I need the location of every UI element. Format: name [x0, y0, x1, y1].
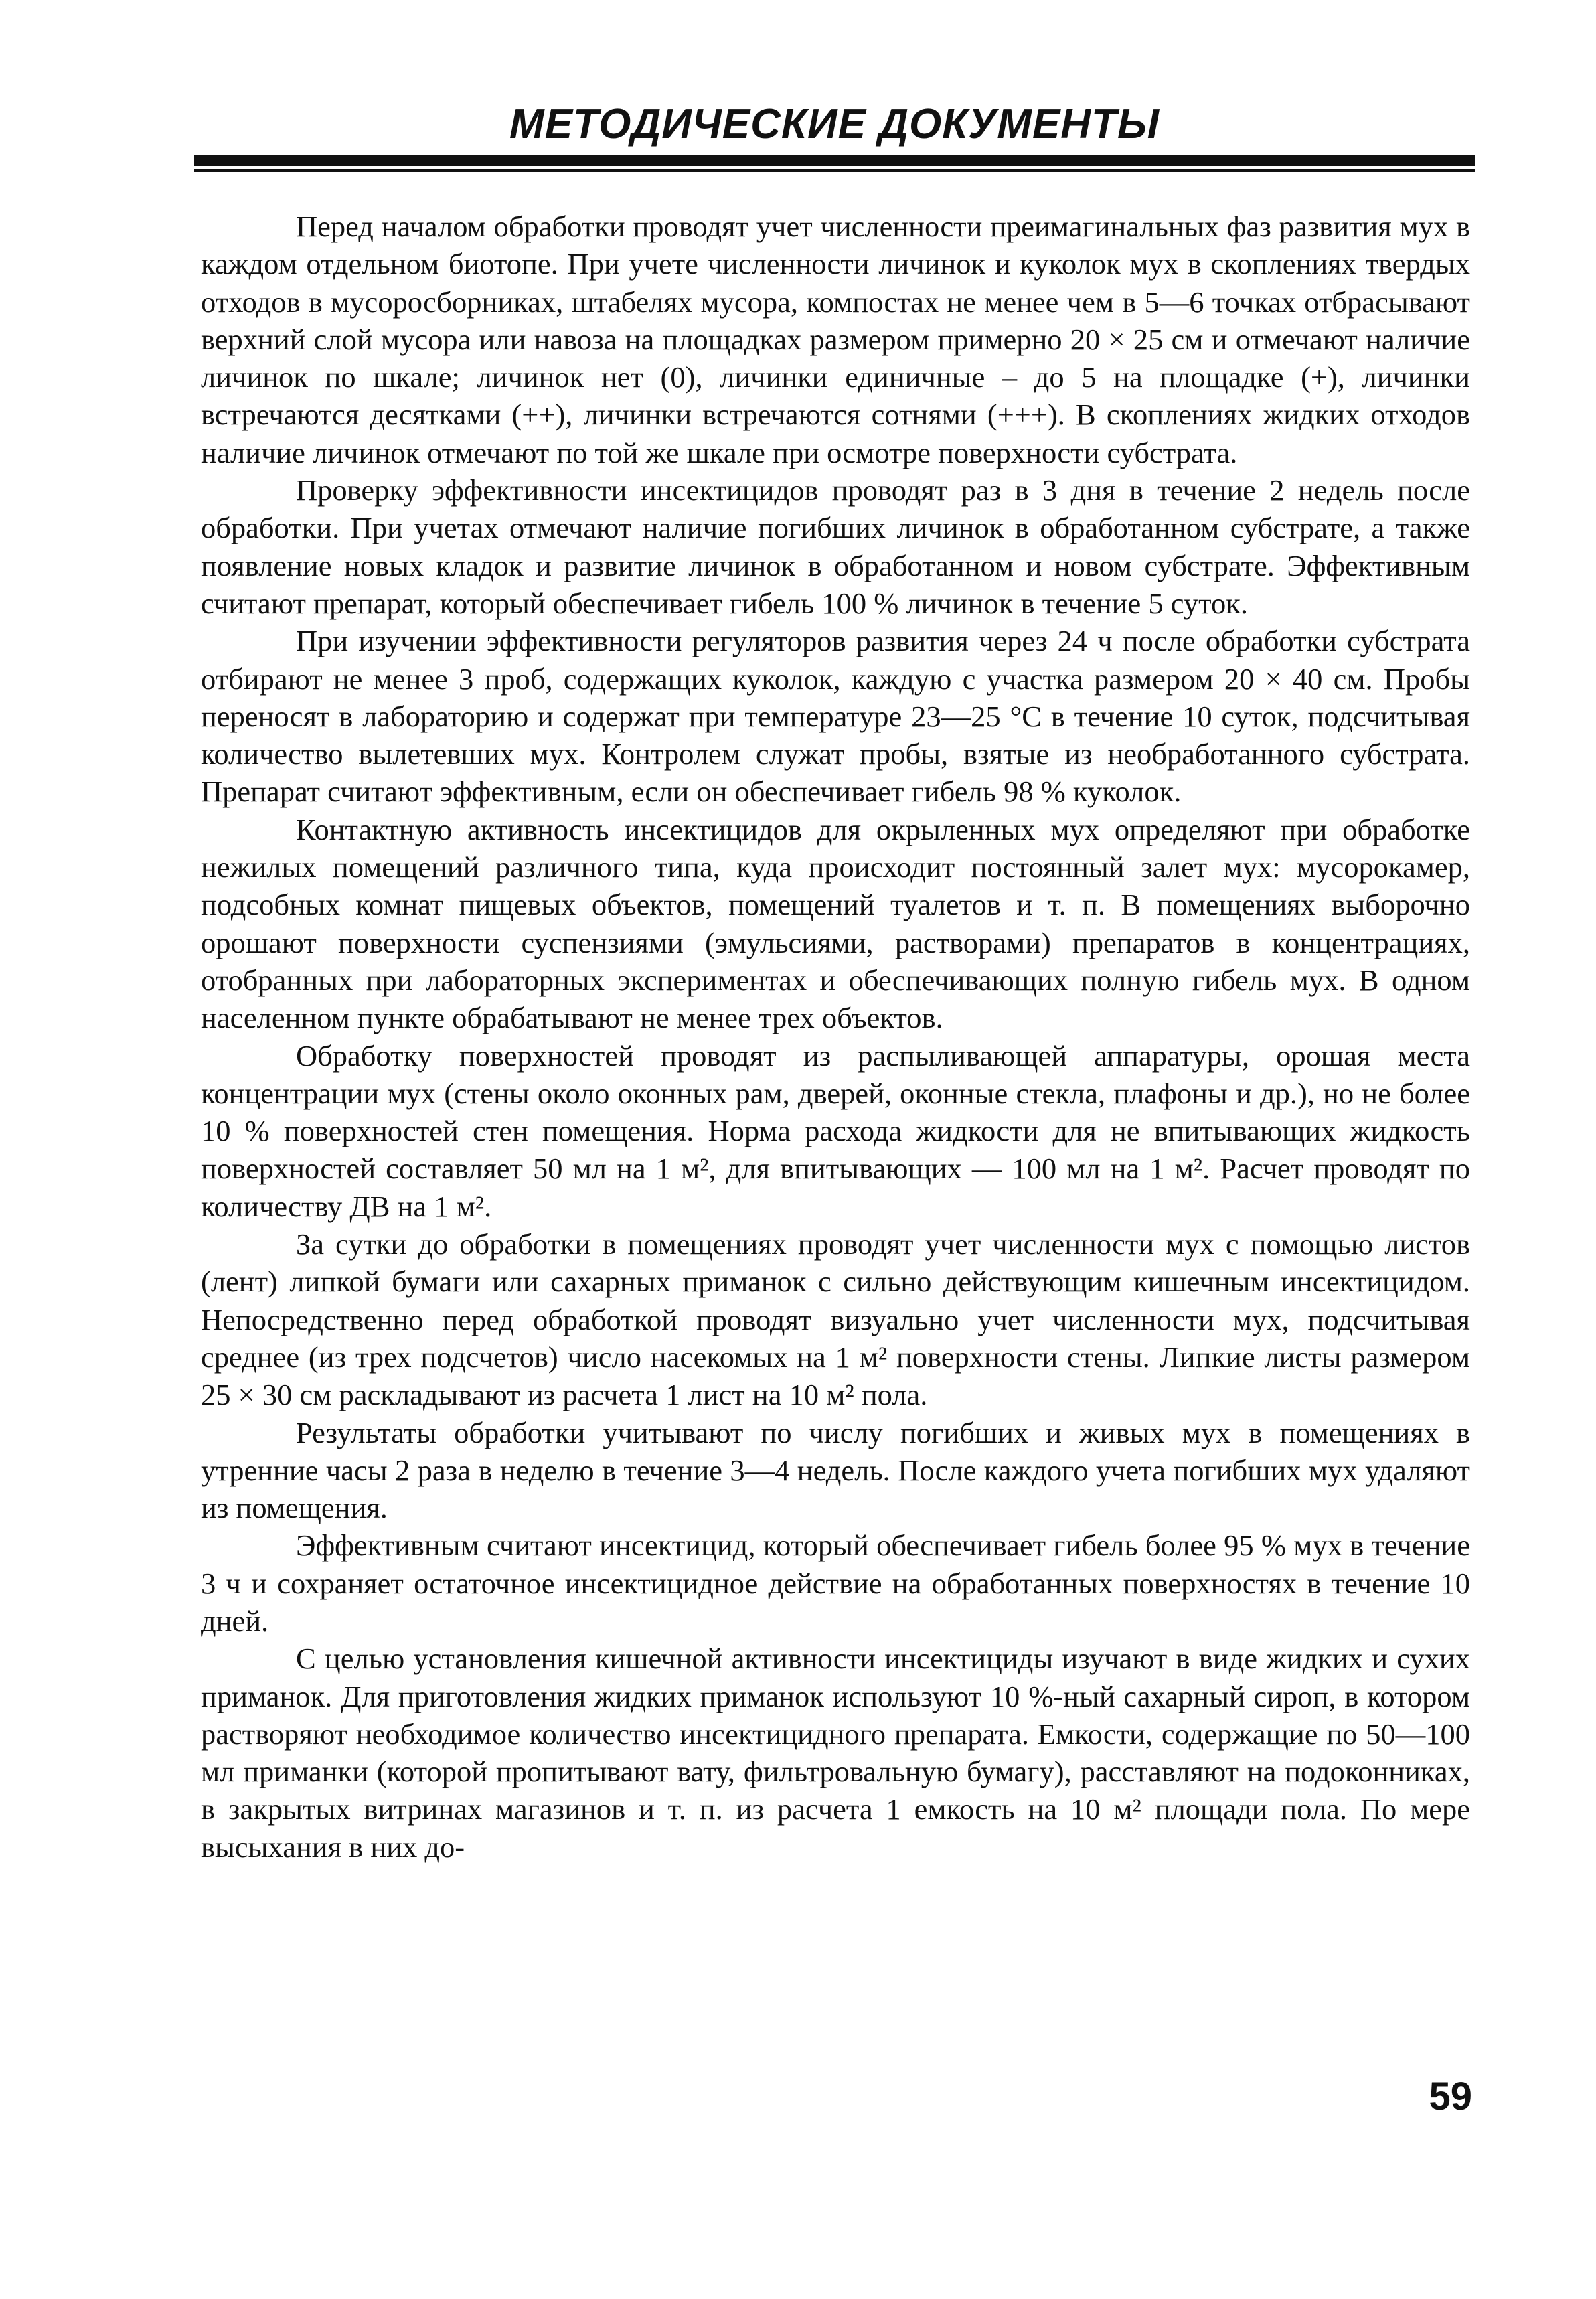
running-header-title: МЕТОДИЧЕСКИЕ ДОКУМЕНТЫ [509, 101, 1160, 147]
paragraph: Результаты обработки учитывают по числу погибших и живых мух в помещениях в утренние часы 2 раза в неделю в течение 3—4 недель. После каждого учета погибших мух удаляют из помещения. [201, 1415, 1470, 1525]
header-rule-thick [194, 155, 1475, 166]
paragraph: Контактную активность инсектицидов для окрыленных мух определяют при обработке нежилых помещений различного типа, куда происходит постоянный залет мух: мусорокамер, подсобных комнат пищевых объектов, помещений туалетов и т. п. В помещениях выборочно орошают поверхности суспензиями (эмульсиями, растворами) препаратов в концентрациях, отобранных при лабораторных экспериментах и обеспечивающих полную гибель мух. В одном населенном пункте обрабатывают не менее трех объектов. [201, 812, 1470, 1035]
paragraph: Эффективным считают инсектицид, который обеспечивает гибель более 95 % мух в течение 3 ч и сохраняет остаточное инсектицидное действие на обработанных поверхностях в течение 10 дней. [201, 1528, 1470, 1638]
paragraph: При изучении эффективности регуляторов развития через 24 ч после обработки субстрата отбирают не менее 3 проб, содержащих куколок, каждую с участка размером 20 × 40 см. Пробы переносят в лабораторию и содержат при температуре 23—25 °С в течение 10 суток, подсчитывая количество вылетевших мух. Контролем служат пробы, взятые из необработанного субстрата. Препарат считают эффективным, если он обеспечивает гибель 98 % куколок. [201, 624, 1470, 809]
paragraph: Перед началом обработки проводят учет численности преимагинальных фаз развития мух в каждом отдельном биотопе. При учете численности личинок и куколок мух в скоплениях твердых отходов в мусоросборниках, штабелях мусора, компостах не менее чем в 5—6 точках отбрасывают верхний слой мусора или навоза на площадках размером примерно 20 × 25 см и отмечают наличие личинок по шкале; личинок нет (0), личинки единичные – до 5 на площадке (+), личинки встречаются десятками (++), личинки встречаются сотнями (+++). В скоплениях жидких отходов наличие личинок отмечают по той же шкале при осмотре поверхности субстрата. [201, 210, 1470, 469]
paragraph: Обработку поверхностей проводят из распыливающей аппаратуры, орошая места концентрации мух (стены около оконных рам, дверей, оконные стекла, плафоны и др.), но не более 10 % поверхностей стен помещения. Норма расхода жидкости для не впитывающих жидкость поверхностей составляет 50 мл на 1 м², для впитывающих — 100 мл на 1 м². Расчет проводят по количеству ДВ на 1 м². [201, 1038, 1470, 1223]
paragraph: Проверку эффективности инсектицидов проводят раз в 3 дня в течение 2 недель после обработки. При учетах отмечают наличие погибших личинок в обработанном субстрате, а также появление новых кладок и развитие личинок в обработанном и новом субстрате. Эффективным считают препарат, который обеспечивает гибель 100 % личинок в течение 5 суток. [201, 473, 1470, 620]
paragraph: С целью установления кишечной активности инсектициды изучают в виде жидких и сухих приманок. Для приготовления жидких приманок используют 10 %-ный сахарный сироп, в котором растворяют необходимое количество инсектицидного препарата. Емкости, содержащие по 50—100 мл приманки (которой пропитывают вату, фильтровальную бумагу), расставляют на подоконниках, в закрытых витринах магазинов и т. п. из расчета 1 емкость на 10 м² площади пола. По мере высыхания в них до- [201, 1642, 1470, 1864]
running-header [194, 100, 1475, 172]
page-number: 59 [1429, 2075, 1472, 2118]
paragraph: За сутки до обработки в помещениях проводят учет численности мух с помощью листов (лент) липкой бумаги или сахарных приманок с сильно действующим кишечным инсектицидом. Непосредственно перед обработкой проводят визуально учет численности мух, подсчитывая среднее (из трех подсчетов) число насекомых на 1 м² поверхности стены. Липкие листы размером 25 × 30 см раскладывают из расчета 1 лист на 10 м² пола. [201, 1227, 1470, 1412]
body-text [201, 208, 1470, 1866]
header-rule-thin [194, 169, 1475, 172]
